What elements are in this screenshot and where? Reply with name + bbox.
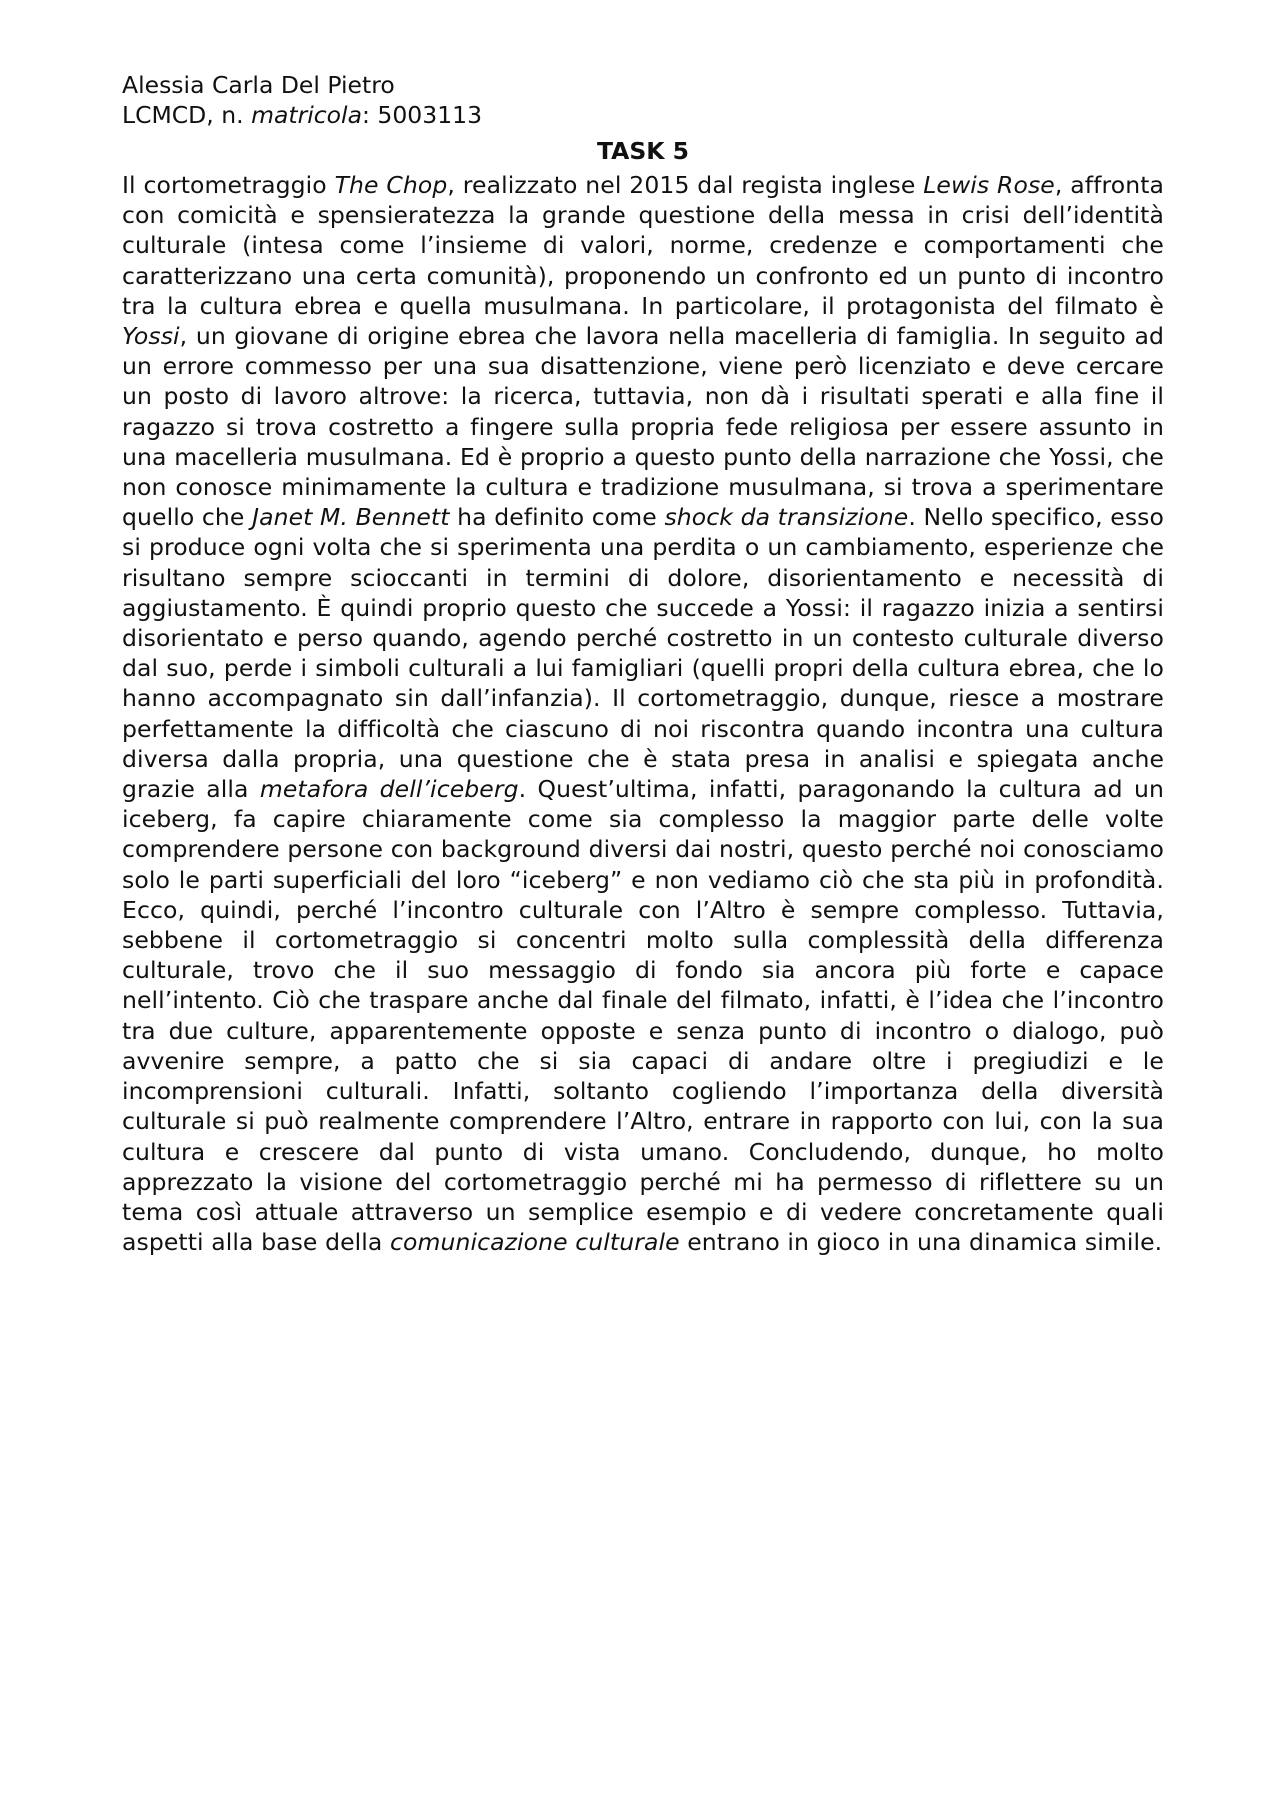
author-reference: Janet M. Bennett: [252, 503, 450, 532]
document-page: [122, 70, 1164, 1257]
matricola-separator: :: [362, 101, 378, 129]
body-text-7: . Quest’ultima, infatti, paragonando la cultura ad un iceberg, fa capire chiaramente come sia complesso la maggior parte delle volte comprendere persone con background diversi dai nostri, questo perché noi conosciamo solo le parti superficiali del loro “iceberg” e non vediamo ciò che sta più in profondità. Ecco, quindi, perché l’incontro culturale con l’Altro è sempre complesso. Tuttavia, sebbene il cortometraggio si concentri molto sulla complessità della differenza culturale, trovo che il suo messaggio di fondo sia ancora più forte e capace nell’intento. Ciò che traspare anche dal finale del filmato, infatti, è l’idea che l’incontro tra due culture, apparentemente opposte e senza punto di incontro o dialogo, può avvenire sempre, a patto che si sia capaci di andare oltre i pregiudizi e le incomprensioni culturali. Infatti, soltanto cogliendo l’importanza della diversità culturale si può realmente comprendere l’Altro, entrare in rapporto con lui, con la sua cultura e crescere dal punto di vista umano. Concludendo, dunque, ho molto apprezzato la visione del cortometraggio perché mi ha permesso di riflettere su un tema così attuale attraverso un semplice esempio e di vedere concretamente quali aspetti alla base della: [122, 775, 1164, 1257]
body-text-1: Il cortometraggio: [122, 171, 335, 199]
concept-communication: comunicazione culturale: [389, 1228, 680, 1257]
body-text-8: entrano in gioco in una dinamica simile.: [679, 1228, 1163, 1257]
matricola-label: matricola: [251, 101, 362, 129]
protagonist-name: Yossi: [122, 322, 180, 351]
page-title: TASK 5: [596, 137, 690, 165]
body-text-3: , affronta con comicità e spensieratezza la grande questione della messa in crisi dell’identità culturale (intesa come l’insieme di valori, norme, credenze e comportamenti che caratterizzano una certa comunità), proponendo un confronto ed un punto di incontro tra la cultura ebrea e quella musulmana. In particolare, il protagonista del filmato è: [122, 171, 1165, 320]
concept-iceberg: metafora dell’iceberg: [259, 775, 519, 804]
body-text-6: . Nello specifico, esso si produce ogni volta che si sperimenta una perdita o un cambiamento, esperienze che risultano sempre scioccanti in termini di dolore, disorientamento e necessità di aggiustamento. È quindi proprio questo che succede a Yossi: il ragazzo inizia a sentirsi disorientato e perso quando, agendo perché costretto in un contesto culturale diverso dal suo, perde i simboli culturali a lui famigliari (quelli propri della cultura ebrea, che lo hanno accompagnato sin dall’infanzia). Il cortometraggio, dunque, riesce a mostrare perfettamente la difficoltà che ciascuno di noi riscontra quando incontra una cultura diversa dalla propria, una questione che è stata presa in analisi e spiegata anche grazie alla: [122, 503, 1164, 804]
body-text-2: , realizzato nel 2015 dal regista inglese: [447, 171, 924, 199]
course-prefix: LCMCD, n.: [122, 101, 252, 129]
film-title: The Chop: [334, 171, 448, 199]
director-name: Lewis Rose: [923, 171, 1055, 199]
body-paragraph: [122, 170, 1164, 1257]
matricola-number: 5003113: [377, 101, 483, 129]
author-name: Alessia Carla Del Pietro: [122, 71, 395, 99]
body-text-5: ha definito come: [449, 503, 665, 532]
body-text-4: , un giovane di origine ebrea che lavora nella macelleria di famiglia. In seguito ad un errore commesso per una sua disattenzione, viene però licenziato e deve cercare un posto di lavoro altrove: la ricerca, tuttavia, non dà i risultati sperati e alla fine il ragazzo si trova costretto a fingere sulla propria fede religiosa per essere assunto in una macelleria musulmana. Ed è proprio a questo punto della narrazione che Yossi, che non conosce minimamente la cultura e tradizione musulmana, si trova a sperimentare quello che: [122, 322, 1164, 532]
course-matricola-line: [122, 100, 1164, 130]
concept-shock: shock da transizione: [664, 503, 909, 532]
